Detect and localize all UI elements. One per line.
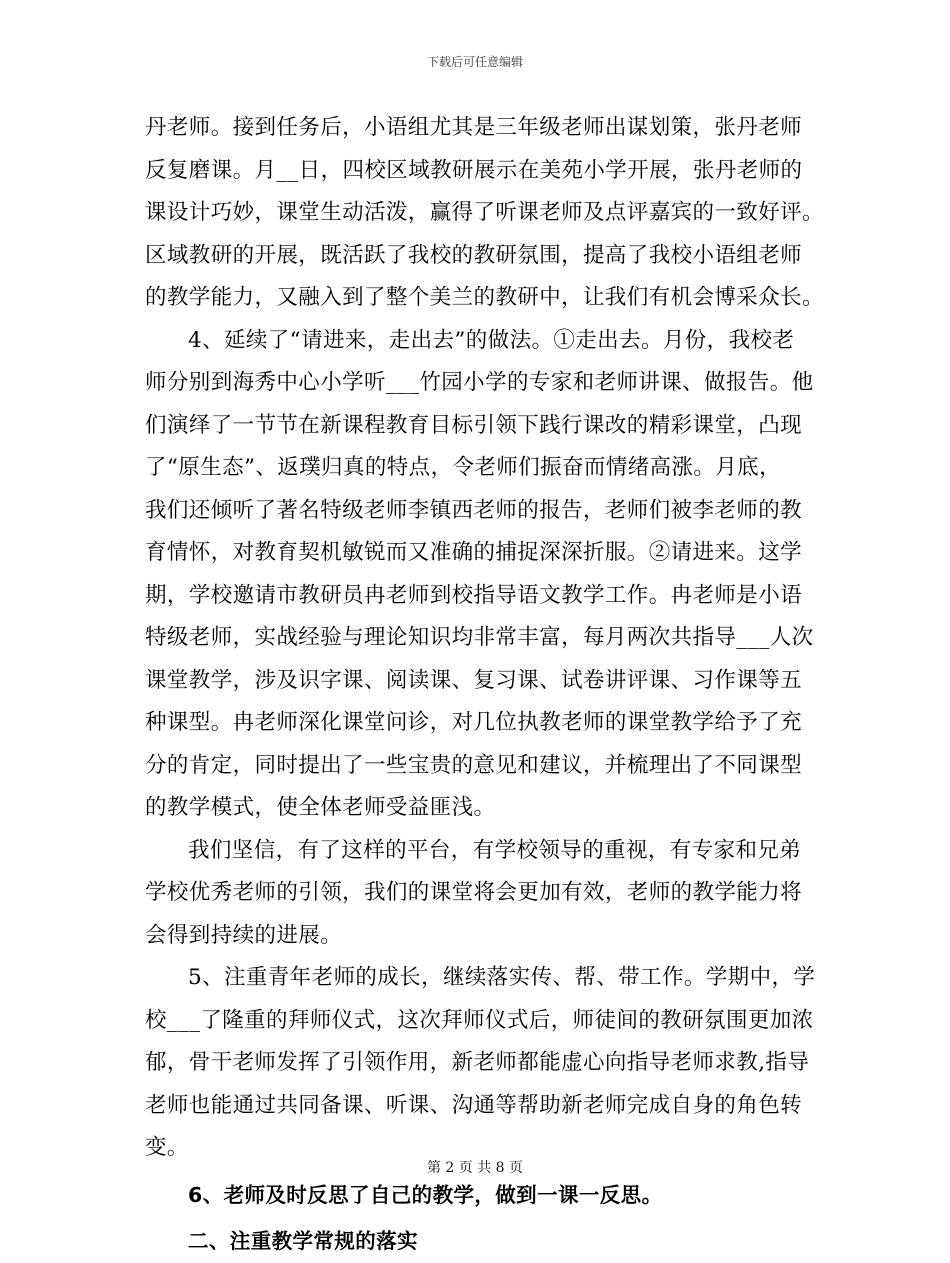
paragraph-line: 课堂教学，涉及识字课、阅读课、复习课、试卷讲评课、习作课等五 [145, 667, 803, 693]
paragraph-line: 特级老师，实战经验与理论知识均非常丰富，每月两次共指导___人次 [145, 625, 814, 650]
paragraph-line: 课设计巧妙，课堂生动活泼，赢得了听课老师及点评嘉宾的一致好评。 [145, 200, 824, 225]
paragraph-line: 变。 [145, 1135, 189, 1160]
paragraph-line: 了“原生态”、返璞归真的特点，令老师们振奋而情绪高涨。月底， [145, 455, 781, 480]
paragraph-line: 分的肯定，同时提出了一些宝贵的意见和建议，并梳理出了不同课型 [145, 752, 803, 778]
paragraph-line: 郁，骨干老师发挥了引领作用，新老师都能虚心向指导老师求教,指导 [145, 1050, 810, 1075]
document-body [145, 107, 824, 1263]
paragraph-line: 学校优秀老师的引领，我们的课堂将会更加有效，老师的教学能力将 [145, 880, 803, 905]
paragraph-line: 育情怀，对教育契机敏锐而又准确的捕捉深深折服。②请进来。这学 [145, 540, 803, 565]
paragraph-line: 们演绎了一节节在新课程教育目标引领下践行课改的精彩课堂，凸现 [145, 412, 803, 438]
bold-heading: 6、老师及时反思了自己的教学，做到一课一反思。 [188, 1182, 663, 1207]
paragraph-line: 的教学能力，又融入到了整个美兰的教研中，让我们有机会博采众长。 [145, 285, 824, 310]
paragraph-line: 期，学校邀请市教研员冉老师到校指导语文教学工作。冉老师是小语 [145, 582, 803, 608]
paragraph-line: 的教学模式，使全体老师受益匪浅。 [145, 795, 496, 820]
paragraph-line: 种课型。冉老师深化课堂问诊，对几位执教老师的课堂教学给予了充 [145, 710, 803, 735]
page-header: 下载后可任意编辑 [426, 55, 523, 69]
paragraph-line: 会得到持续的进展。 [145, 922, 343, 948]
paragraph-line: 区域教研的开展，既活跃了我校的教研氛围，提高了我校小语组老师 [145, 242, 803, 268]
paragraph-line: 丹老师。接到任务后，小语组尤其是三年级老师出谋划策，张丹老师 [145, 115, 803, 140]
page-footer: 第 2 页 共 8 页 [426, 1160, 524, 1176]
paragraph-line: 师分别到海秀中心小学听___竹园小学的专家和老师讲课、做报告。他 [145, 370, 814, 395]
paragraph-line: 我们坚信，有了这样的平台，有学校领导的重视，有专家和兄弟 [188, 837, 802, 863]
paragraph-line: 我们还倾听了著名特级老师李镇西老师的报告，老师们被李老师的教 [145, 497, 803, 523]
paragraph-line: 5、注重青年老师的成长，继续落实传、帮、带工作。学期中，学 [188, 965, 816, 990]
paragraph-line: 校___了隆重的拜师仪式，这次拜师仪式后，师徒间的教研氛围更加浓 [145, 1007, 814, 1033]
section-heading: 二、注重教学常规的落实 [188, 1229, 418, 1253]
paragraph-line: 4、延续了“请进来，走出去”的做法。①走出去。月份，我校老 [188, 327, 795, 353]
paragraph-line: 老师也能通过共同备课、听课、沟通等帮助新老师完成自身的角色转 [145, 1092, 803, 1118]
paragraph-line: 反复磨课。月__日，四校区域教研展示在美苑小学开展，张丹老师的 [145, 157, 803, 183]
